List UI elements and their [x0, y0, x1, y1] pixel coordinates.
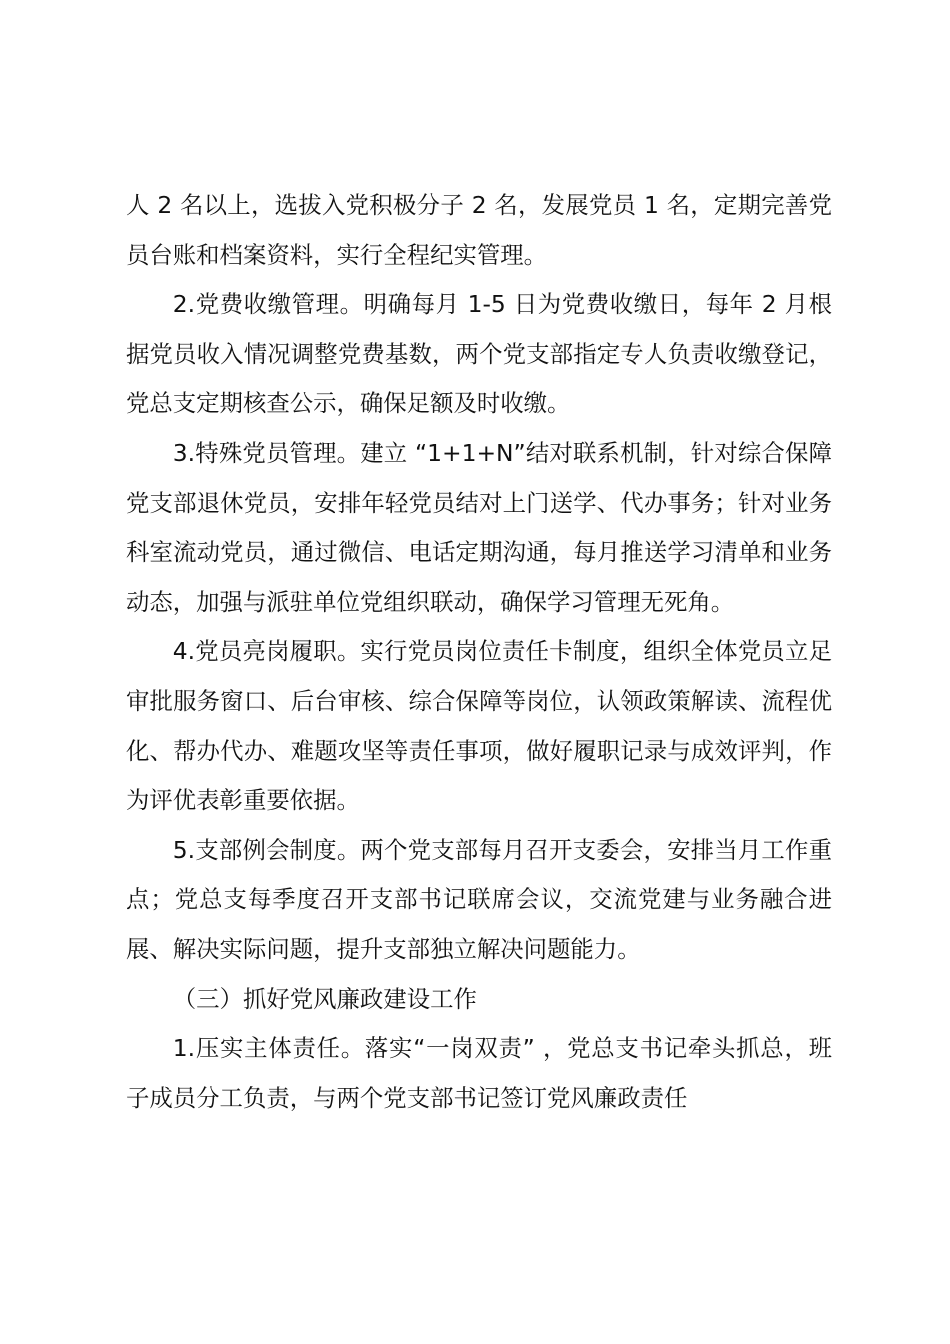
paragraph-branch-meeting: 5.支部例会制度。两个党支部每月召开支委会，安排当月工作重点；党总支每季度召开支部书记联席会议，交流党建与业务融合进展、解决实际问题，提升支部独立解决问题能力。 — [126, 835, 832, 963]
paragraph-main-responsibility: 1.压实主体责任。落实“一岗双责” ，党总支书记牵头抓总，班子成员分工负责，与两个党支部书记签订党风廉政责任 — [126, 1034, 832, 1112]
paragraph-special-member-management: 3.特殊党员管理。建立 “1+1+N”结对联系机制，针对综合保障党支部退休党员，安排年轻党员结对上门送学、代办事务；针对业务科室流动党员，通过微信、电话定期沟通，每月推送学习清单和业务动态，加强与派驻单位党组织联动，确保学习管理无死角。 — [126, 438, 832, 616]
paragraph-party-fee-management: 2.党费收缴管理。明确每月 1-5 日为党费收缴日，每年 2 月根据党员收入情况调整党费基数，两个党支部指定专人负责收缴登记，党总支定期核查公示，确保足额及时收缴。 — [126, 290, 832, 418]
section-heading-integrity: （三）抓好党风廉政建设工作 — [172, 984, 477, 1013]
paragraph-member-duty: 4.党员亮岗履职。实行党员岗位责任卡制度，组织全体党员立足审批服务窗口、后台审核、综合保障等岗位，认领政策解读、流程优化、帮办代办、难题攻坚等责任事项，做好履职记录与成效评判，作为评优表彰重要依据。 — [126, 637, 832, 815]
document-page — [126, 181, 832, 1123]
paragraph-continuation: 人 2 名以上，选拔入党积极分子 2 名，发展党员 1 名，定期完善党员台账和档案资料，实行全程纪实管理。 — [126, 191, 832, 269]
